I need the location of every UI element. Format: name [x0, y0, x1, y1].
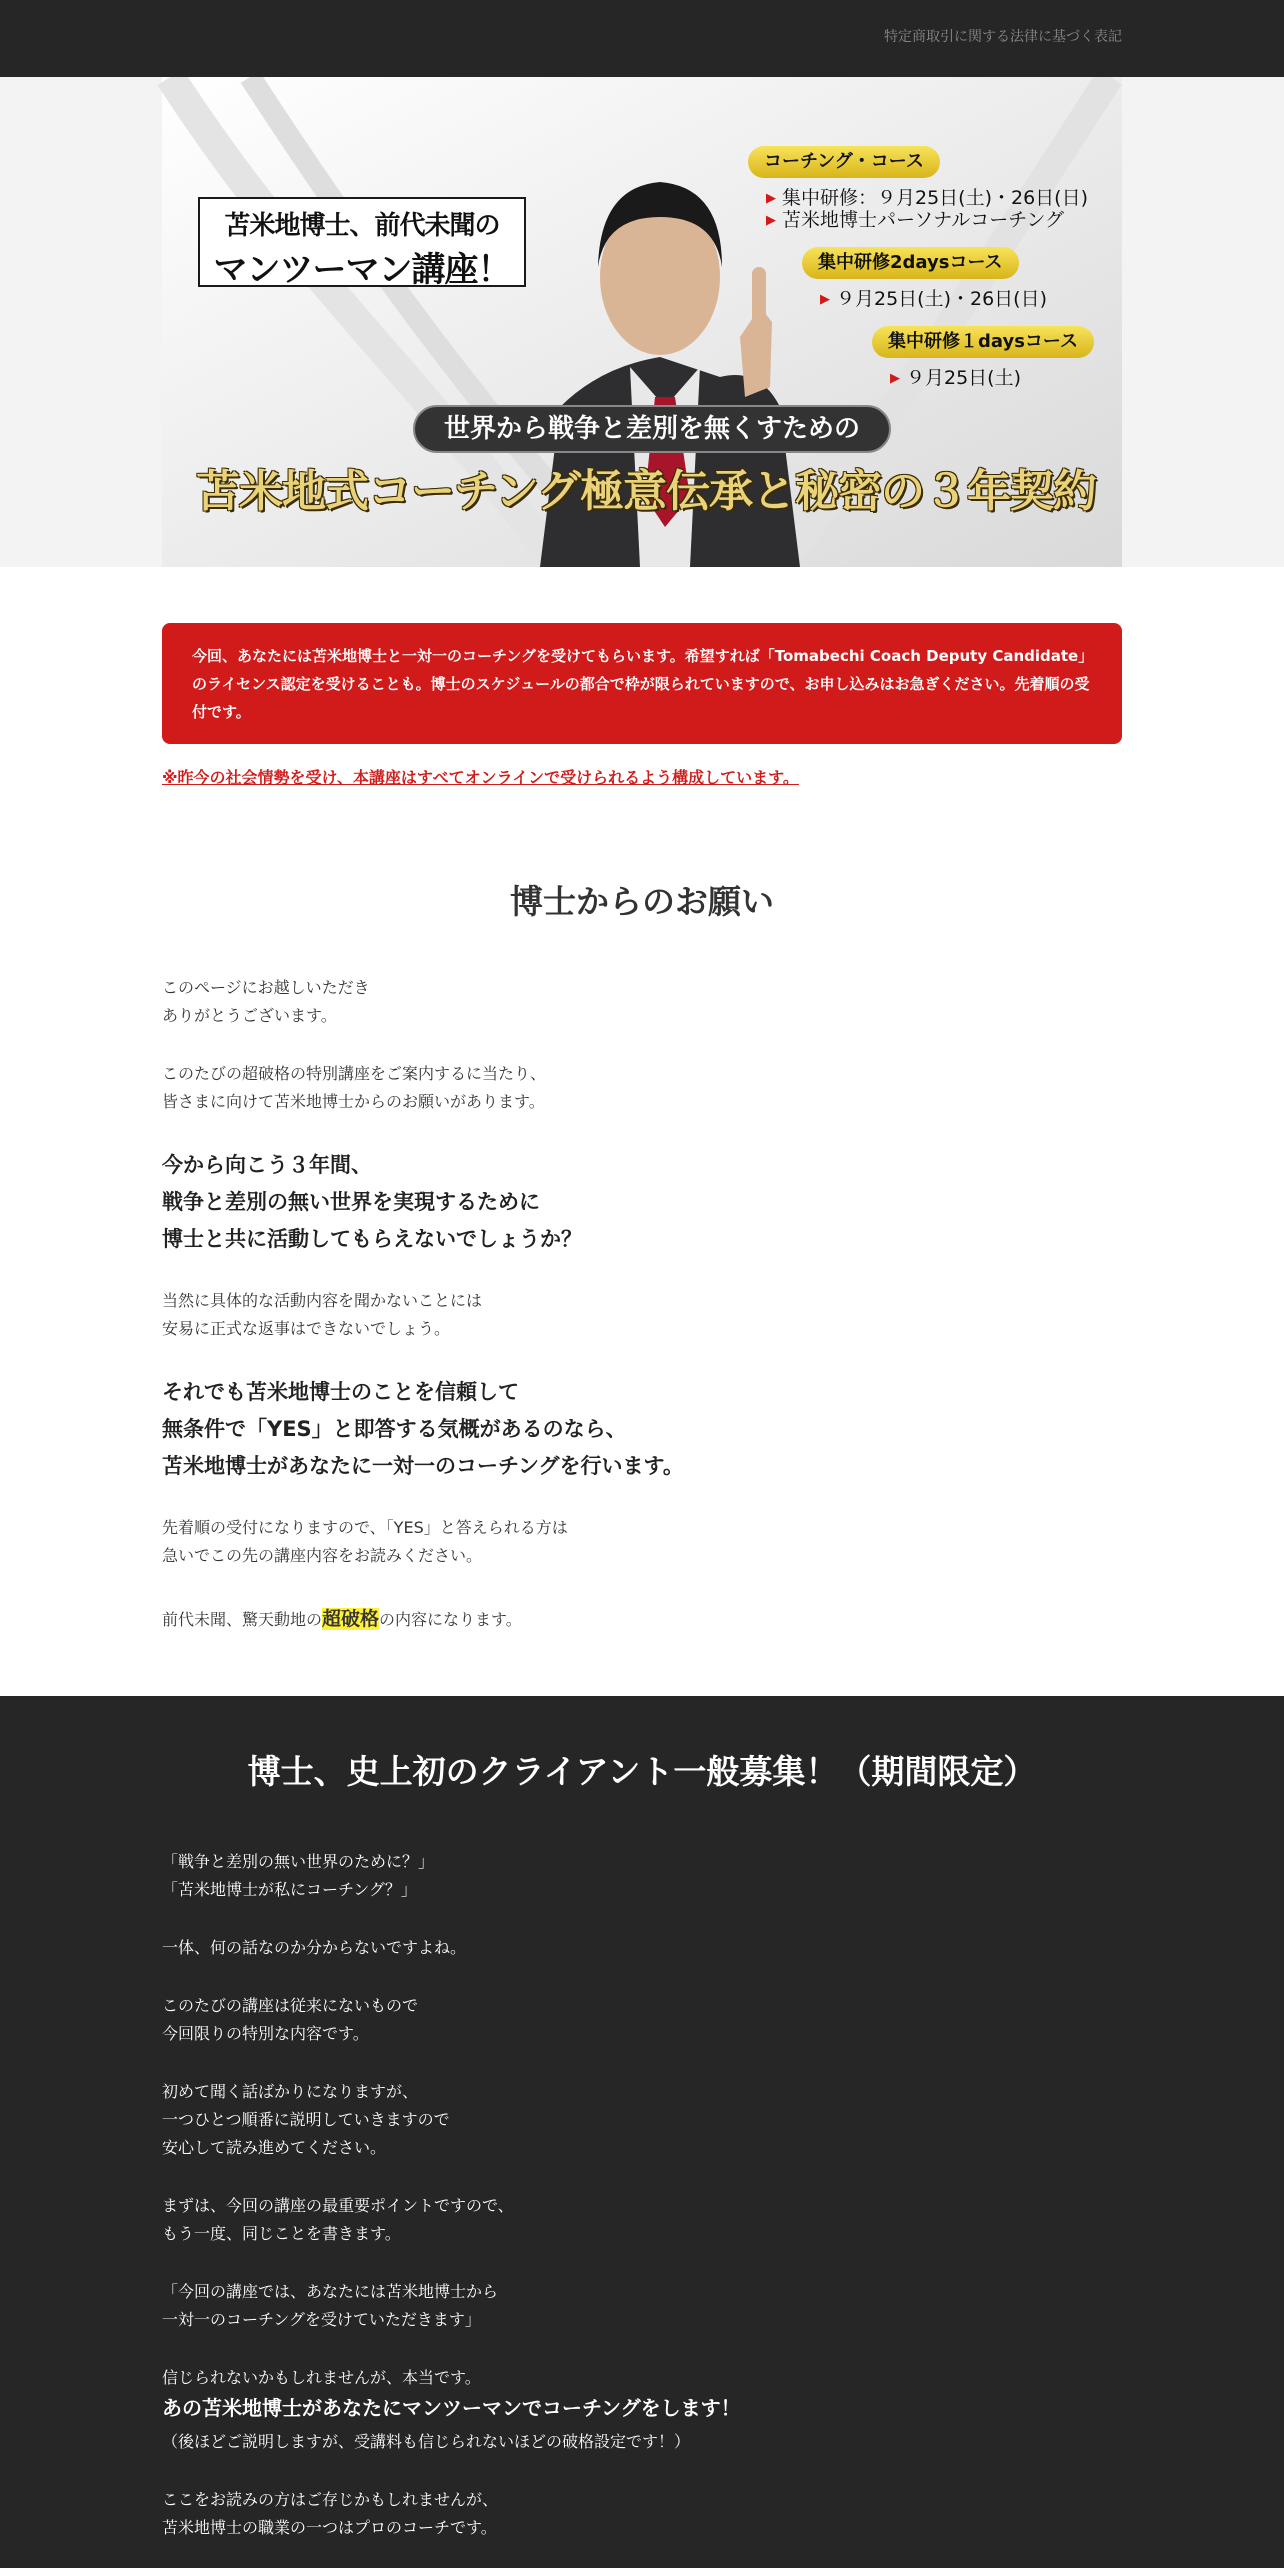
course-coaching-line1: ▶ 集中研修：９月25日(土)・26日(日)	[766, 183, 1088, 210]
hero-title-line1: 苫米地博士、前代未聞の	[224, 211, 500, 241]
recruit-heading: 博士、史上初のクライアント一般募集！（期間限定）	[247, 1752, 1037, 1791]
request-p5-before: 前代未聞、驚天動地の	[162, 1610, 323, 1629]
hero-banner	[0, 77, 1284, 567]
request-p5-after: の内容になります。	[379, 1610, 522, 1629]
request-paragraph-1: このページにお越しいただき ありがとうございます。	[162, 978, 370, 1025]
recruit-paragraph-3: このたびの講座は従来にないもので 今回限りの特別な内容です。	[162, 1996, 419, 2043]
hero-main-title: 苫米地式コーチング極意伝承と秘密の３年契約	[196, 466, 1096, 517]
course-badge-2days: 集中研修2daysコース	[802, 247, 1019, 279]
recruit-paragraph-9: ここをお読みの方はご存じかもしれませんが、 苫米地博士の職業の一つはプロのコーチです。	[162, 2490, 499, 2537]
request-paragraph-2: このたびの超破格の特別講座をご案内するに当たり、 皆さまに向けて苫米地博士からのお願いがあります。	[162, 1064, 547, 1111]
request-paragraph-4: 先着順の受付になりますので、「YES」と答えられる方は 急いでこの先の講座内容をお読みください。	[162, 1518, 568, 1565]
recruit-section	[0, 1696, 1284, 2568]
recruit-paragraph-7: 信じられないかもしれませんが、本当です。	[162, 2368, 481, 2387]
request-heading: 博士からのお願い	[510, 882, 774, 921]
hero-subtitle: 世界から戦争と差別を無くすための	[413, 405, 891, 453]
recruit-paragraph-4: 初めて聞く話ばかりになりますが、 一つひとつ順番に説明していきますので 安心して読み進めてください。	[162, 2082, 450, 2157]
recruit-paragraph-5: まずは、今回の講座の最重要ポイントですので、 もう一度、同じことを書きます。	[162, 2196, 514, 2243]
recruit-paragraph-8: （後ほどご説明しますが、受講料も信じられないほどの破格設定です！）	[162, 2432, 691, 2451]
course-2days-line1: ▶ ９月25日(土)・26日(日)	[820, 284, 1047, 311]
recruit-paragraph-2: 一体、何の話なのか分からないですよね。	[162, 1938, 467, 1957]
online-note: ※昨今の社会情勢を受け、本講座はすべてオンラインで受けられるよう構成しています。	[162, 768, 799, 787]
legal-notice-link[interactable]: 特定商取引に関する法律に基づく表記	[884, 29, 1122, 45]
hero-title-line2: マンツーマン講座！	[213, 250, 511, 290]
request-paragraph-5	[162, 1605, 522, 1634]
recruit-paragraph-1: 「戦争と差別の無い世界のために？」 「苫米地博士が私にコーチング？」	[162, 1852, 435, 1899]
request-emphasis-1: 今から向こう３年間、 戦争と差別の無い世界を実現するために 博士と共に活動してもらえないでしょうか？	[162, 1153, 582, 1251]
hero-title-box	[198, 197, 526, 290]
request-emphasis-2: それでも苫米地博士のことを信頼して 無条件で「YES」と即答する気概があるのなら、 苫米地博士があなたに一対一のコーチングを行います。	[162, 1380, 684, 1478]
limited-seats-notice: 今回、あなたには苫米地博士と一対一のコーチングを受けてもらいます。希望すれば「Tomabechi Coach Deputy Candidate」のライセンス認定を受けることも。博士のスケジュールの都合で枠が限られていますので、お申し込みはお急ぎください。先着順の受付です。	[162, 623, 1122, 744]
course-coaching-line2: ▶ 苫米地博士パーソナルコーチング	[766, 205, 1064, 232]
recruit-paragraph-6: 「今回の講座では、あなたには苫米地博士から 一対一のコーチングを受けていただきます」	[162, 2282, 499, 2329]
recruit-emphasis-1: あの苫米地博士があなたにマンツーマンでコーチングをします！	[162, 2396, 741, 2420]
course-badge-coaching: コーチング・コース	[748, 146, 940, 178]
course-1day-line1: ▶ ９月25日(土)	[890, 363, 1021, 390]
course-badge-1day: 集中研修１daysコース	[872, 326, 1094, 358]
top-bar	[0, 0, 1284, 77]
super-bargain-highlight: 超破格	[322, 1608, 380, 1630]
request-paragraph-3: 当然に具体的な活動内容を聞かないことには 安易に正式な返事はできないでしょう。	[162, 1291, 483, 1338]
